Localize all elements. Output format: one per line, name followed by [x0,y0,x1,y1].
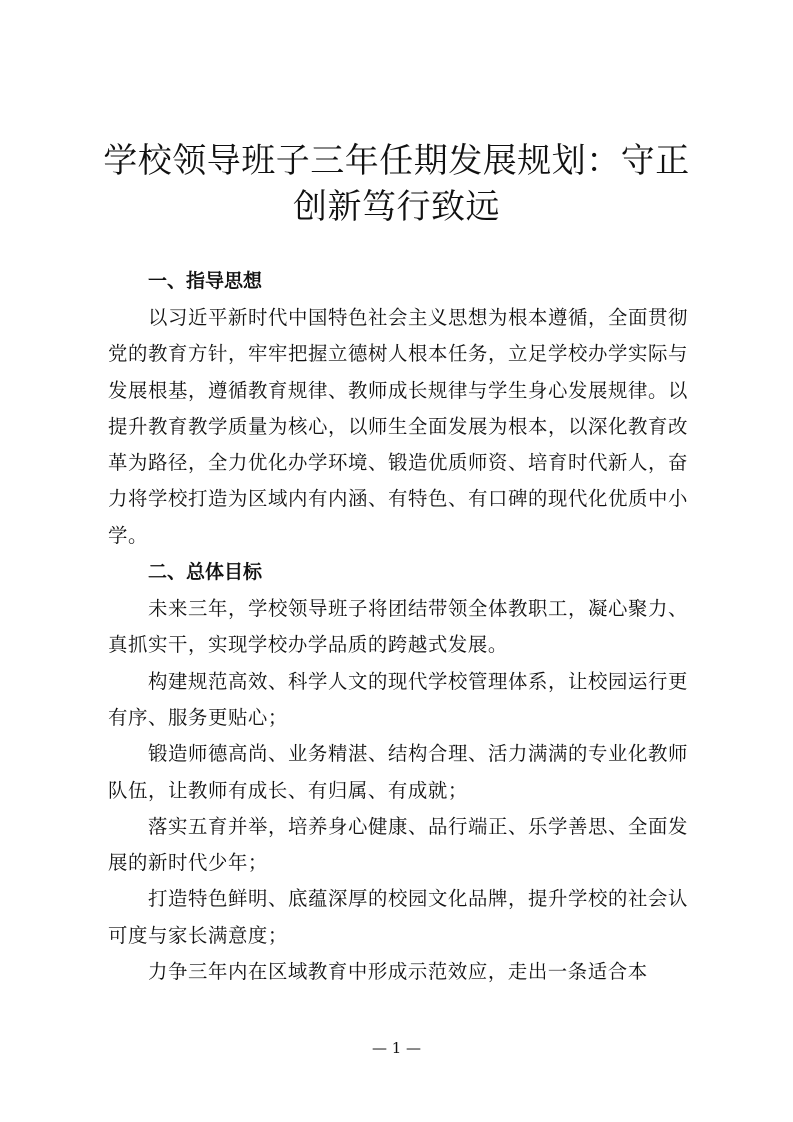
section-heading-guiding-ideology: 一、指导思想 [148,270,263,292]
section-heading-overall-goals: 二、总体目标 [148,561,263,584]
paragraph: 构建规范高效、科学人文的现代学校管理体系，让校园运行更有序、服务更贴心； [108,669,688,729]
paragraph: 落实五育并举，培养身心健康、品行端正、乐学善思、全面发展的新时代少年； [108,814,688,875]
page-number: — 1 — [371,1039,422,1057]
paragraph: 打造特色鲜明、底蕴深厚的校园文化品牌，提升学校的社会认可度与家长满意度； [108,887,688,947]
paragraph: 力争三年内在区域教育中形成示范效应，走出一条适合本 [148,960,648,984]
paragraph: 锻造师德高尚、业务精湛、结构合理、活力满满的专业化教师队伍，让教师有成长、有归属、有成就； [108,742,688,802]
document-body [108,263,688,990]
paragraph: 未来三年，学校领导班子将团结带领全体教职工，凝心聚力、真抓实干，实现学校办学品质的跨越式发展。 [108,597,688,657]
document-title: 学校领导班子三年任期发展规划：守正创新笃行致远 [103,141,690,227]
paragraph: 以习近平新时代中国特色社会主义思想为根本遵循，全面贯彻党的教育方针，牢牢把握立德树人根本任务，立足学校办学实际与发展根基，遵循教育规律、教师成长规律与学生身心发展规律。以提升教育教学质量为核心，以师生全面发展为根本，以深化教育改革为路径，全力优化办学环境、锻造优质师资、培育时代新人，奋力将学校打造为区域内有内涵、有特色、有口碑的现代化优质中小学。 [108,306,688,547]
